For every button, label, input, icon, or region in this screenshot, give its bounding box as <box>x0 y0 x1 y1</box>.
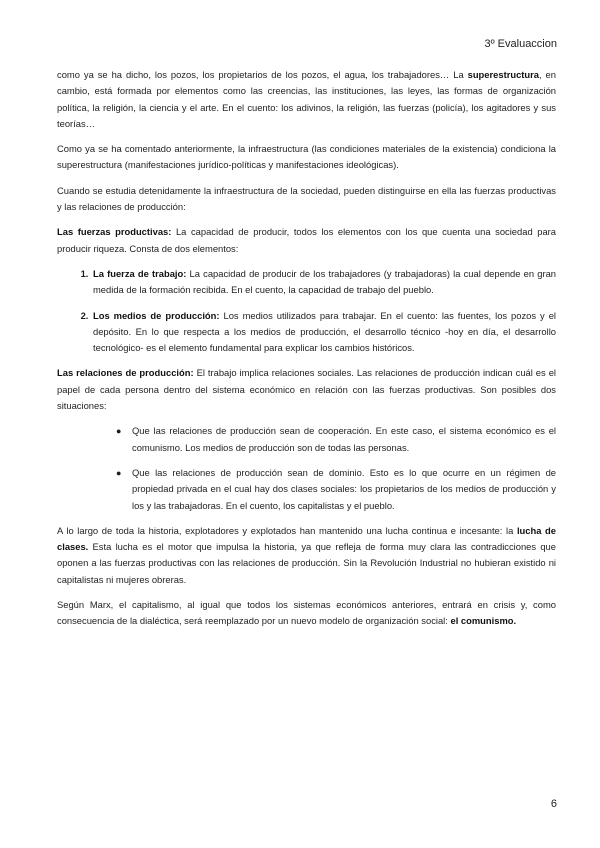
text-span: Que las relaciones de producción sean de cooperación. En este caso, el sistema económico es el comunismo. Los medios de producción son de todas las personas. <box>132 425 556 453</box>
list-item <box>91 266 556 299</box>
text-span: Los medios utilizados para trabajar. En el cuento: las fuentes, los pozos y el depósito. En lo que respecta a los medios de producción, el desarrollo técnico -hoy en día, el desarrollo tecnológico- es el elemento fundamental para explicar los cambios históricos. <box>93 309 557 354</box>
paragraph-infraestructura: Como ya se ha comentado anteriormente, la infraestructura (las condiciones materiales de la existencia) condiciona la superestructura (manifestaciones jurídico-políticas y manifestaciones ideológicas). <box>57 143 556 171</box>
bullet-icon: ● <box>116 426 122 437</box>
list-item <box>116 465 556 514</box>
numbered-list <box>57 266 556 356</box>
text-span: A lo largo de toda la historia, explotadores y explotados han mantenido una lucha continua e incesante: la <box>57 524 517 536</box>
text-span: , en cambio, está formada por elementos como las creencias, las instituciones, las leyes, las formas de organización política, la religión, la ciencia y el arte. En el cuento: los adivinos, la religión, las fuerzas (policía), los agitadores y sus teorías… <box>57 69 556 129</box>
text-span: Esta lucha es el motor que impulsa la historia, ya que refleja de forma muy clara las contradicciones que oponen a las fuerzas productivas con las relaciones de producción. Sin la Revolución Industrial no hubieran existido ni capitalistas ni mujeres obreras. <box>57 541 556 585</box>
bold-term: La fuerza de trabajo: <box>93 267 187 279</box>
bold-term: Los medios de producción: <box>93 309 220 321</box>
bold-term: Las relaciones de producción: <box>57 367 194 379</box>
text-span: como ya se ha dicho, los pozos, los propietarios de los pozos, el agua, los trabajadores… La <box>57 69 468 80</box>
list-item <box>116 423 556 456</box>
bullet-list <box>57 423 556 513</box>
bullet-icon: ● <box>116 467 122 478</box>
bold-term: Las fuerzas productivas: <box>57 226 172 238</box>
bold-term: el comunismo. <box>450 615 517 627</box>
paragraph-superestructura <box>57 67 556 132</box>
bold-term: lucha de clases. <box>57 524 556 553</box>
text-span: Que las relaciones de producción sean de dominio. Esto es lo que ocurre en un régimen de propiedad privada en el cual hay dos clases sociales: los propietarios de los medios de producción y los y las trabajadoras. En el cuento, los capitalistas y el pueblo. <box>132 466 556 511</box>
list-item <box>91 308 556 357</box>
paragraph-fuerzas-productivas <box>57 224 556 257</box>
paragraph-marx <box>57 597 556 630</box>
document-body <box>57 67 556 639</box>
paragraph-distinguir: Cuando se estudia detenidamente la infraestructura de la sociedad, pueden distinguirse en ella las fuerzas productivas y las relaciones de producción: <box>57 184 556 213</box>
text-span: La capacidad de producir de los trabajadores (y trabajadoras) la cual depende en gran medida de la formación recibida. En el cuento, la capacidad de trabajo del pueblo. <box>93 267 556 296</box>
text-span: El trabajo implica relaciones sociales. Las relaciones de producción indican cuál es el papel de cada persona dentro del sistema económico en relación con las fuerzas productivas. Son posibles dos situaciones: <box>57 367 556 412</box>
text-span: Según Marx, el capitalismo, al igual que todos los sistemas económicos anteriores, entrará en crisis y, como consecuencia de la dialéctica, será reemplazado por un nuevo modelo de organización social: <box>57 599 556 627</box>
text-span: La capacidad de producir, todos los elementos con los que cuenta una sociedad para producir riqueza. Consta de dos elementos: <box>57 226 556 254</box>
paragraph-relaciones-produccion <box>57 365 556 414</box>
paragraph-lucha-de-clases <box>57 523 556 588</box>
bold-term: superestructura <box>467 69 539 80</box>
page-header-title: 3º Evaluaccion <box>484 38 557 50</box>
page-number: 6 <box>550 798 557 810</box>
